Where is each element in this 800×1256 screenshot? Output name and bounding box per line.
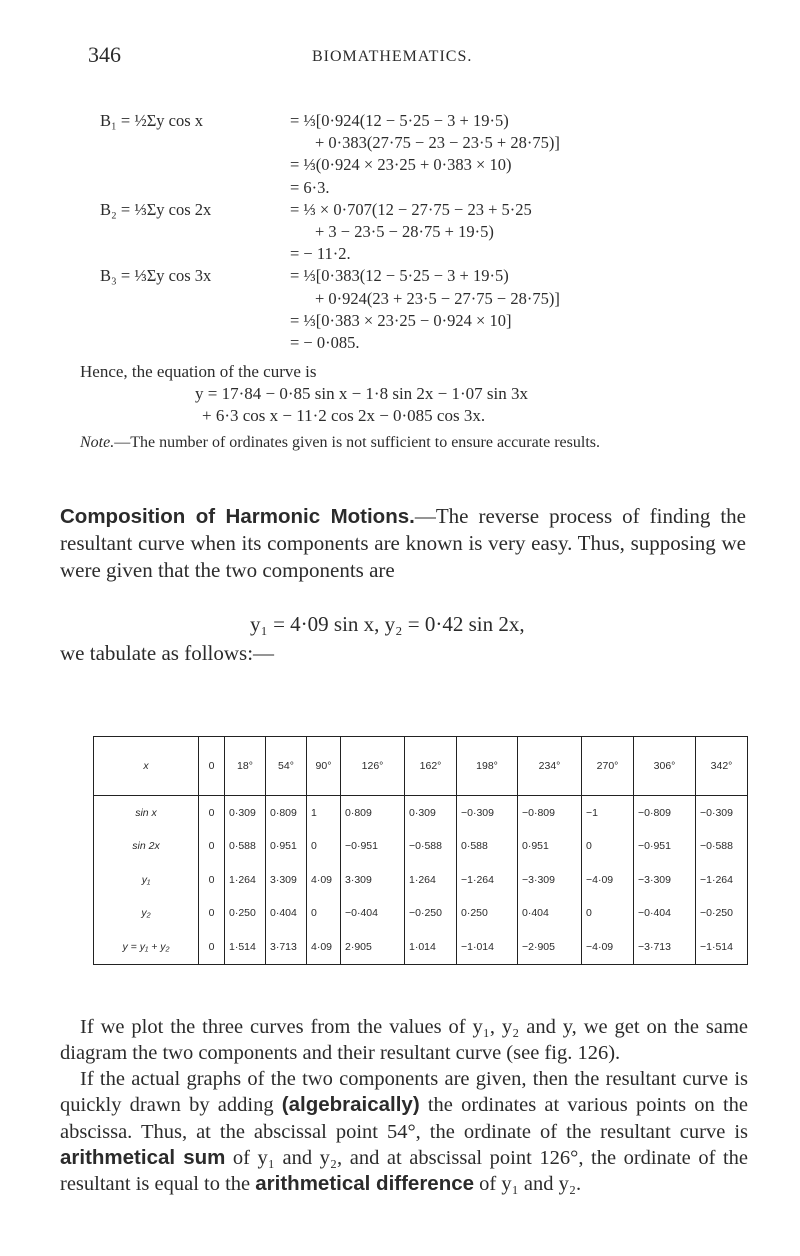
table-cell: −0·588 [696, 830, 748, 864]
equation-rhs: = ⅓(0·924 × 23·25 + 0·383 × 10) [290, 155, 512, 175]
table-cell: −0·309 [457, 796, 518, 830]
section-paragraph [60, 503, 746, 584]
table-header-cell: 198° [457, 737, 518, 796]
table-cell: 3·713 [266, 930, 307, 964]
graphs-text-2: the ordinates at various points on the abscissa. Thus, at the abscissal point 54°, the ordinate of the resultant curve is [60, 1094, 749, 1143]
table-cell: 4·09 [307, 930, 341, 964]
equation-row [100, 154, 740, 176]
table-row [94, 863, 748, 897]
graphs-emphasis-arithmetical-difference: arithmetical difference [255, 1172, 475, 1196]
note-paragraph [60, 432, 745, 453]
table-cell: 0·404 [518, 897, 582, 931]
table-header-x: x [94, 737, 199, 796]
table-cell: 0·951 [266, 830, 307, 864]
graphs-text-1: If the actual graphs of the two components are given, then the resultant curve is quickly drawn by adding [60, 1068, 748, 1117]
table-row [94, 830, 748, 864]
graphs-paragraph [60, 1066, 748, 1197]
table-cell: 0 [199, 830, 225, 864]
table-cell: −1·014 [457, 930, 518, 964]
table-cell: −0·809 [634, 796, 696, 830]
equation-rhs: + 0·924(23 + 23·5 − 27·75 − 28·75)] [315, 288, 560, 308]
table-cell: −0·404 [341, 897, 405, 931]
curve-equation-line2: + 6·3 cos x − 11·2 cos 2x − 0·085 cos 3x. [202, 406, 486, 425]
table-cell: 0 [199, 930, 225, 964]
equation-row [100, 265, 740, 287]
table-cell: 3·309 [266, 863, 307, 897]
equation-row [100, 310, 740, 332]
equation-rhs: + 3 − 23·5 − 28·75 + 19·5) [315, 221, 494, 241]
table-header-cell: 126° [341, 737, 405, 796]
equation-row [100, 199, 740, 221]
table-cell: 3·309 [341, 863, 405, 897]
equation-rhs: + 0·383(27·75 − 23 − 23·5 + 28·75)] [315, 133, 560, 153]
equation-rhs: = − 11·2. [290, 244, 351, 264]
table-cell: 0 [199, 897, 225, 931]
table-cell: 0·250 [225, 897, 266, 931]
table-cell: 0·404 [266, 897, 307, 931]
table-cell: −0·951 [634, 830, 696, 864]
equation-row [100, 243, 740, 265]
table-cell: −1 [582, 796, 634, 830]
table-cell: 1·264 [405, 863, 457, 897]
table-cell: 0·588 [225, 830, 266, 864]
equation-lhs: B₃ = ⅓Σy cos 3x [100, 266, 212, 286]
tabulate-text: we tabulate as follows:— [60, 641, 275, 665]
table-header-cell: 18° [225, 737, 266, 796]
section-heading: Composition of Harmonic Motions. [60, 505, 415, 528]
table-cell: −1·264 [696, 863, 748, 897]
table-row-label: y₂ [94, 897, 199, 931]
table-cell: −0·250 [405, 897, 457, 931]
table-cell: 0 [307, 830, 341, 864]
table-cell: 0 [582, 897, 634, 931]
graphs-emphasis-arithmetical-sum: arithmetical sum [60, 1145, 226, 1169]
table-cell: −0·309 [696, 796, 748, 830]
equation-lhs: B₂ = ⅓Σy cos 2x [100, 199, 212, 219]
graphs-emphasis-algebraically: (algebraically) [281, 1093, 420, 1117]
table-cell: 0·951 [518, 830, 582, 864]
table-cell: −3·713 [634, 930, 696, 964]
table-header-cell: 234° [518, 737, 582, 796]
table-row [94, 930, 748, 964]
table-cell: 0·309 [405, 796, 457, 830]
table-cell: 2·905 [341, 930, 405, 964]
table-header-cell: 54° [266, 737, 307, 796]
section-text: —The reverse process of finding the resultant curve when its components are known is very easy. Thus, supposing we were given that the two components are [60, 504, 746, 582]
table-row [94, 796, 748, 830]
note-label: Note. [80, 434, 115, 451]
equation-row [100, 288, 740, 310]
table-cell: 0 [582, 830, 634, 864]
equation-rhs: = ⅓ × 0·707(12 − 27·75 − 23 + 5·25 [290, 199, 532, 219]
table-cell: 1·514 [225, 930, 266, 964]
table-cell: −3·309 [634, 863, 696, 897]
graphs-text-4: of y₁ and y₂. [474, 1173, 582, 1196]
table-cell: 1·014 [405, 930, 457, 964]
hence-text: Hence, the equation of the curve is [80, 362, 317, 381]
table-header-cell: 0 [199, 737, 225, 796]
equation-rhs: = ⅓[0·924(12 − 5·25 − 3 + 19·5) [290, 111, 509, 130]
equation-rhs: = ⅓[0·383 × 23·25 − 0·924 × 10] [290, 310, 512, 330]
table-cell: 0 [199, 796, 225, 830]
table-cell: 0·250 [457, 897, 518, 931]
table-row-label: sin 2x [94, 830, 199, 864]
table-header-row [94, 737, 748, 796]
table-cell: 1·264 [225, 863, 266, 897]
table-cell: −0·404 [634, 897, 696, 931]
table-header-cell: 270° [582, 737, 634, 796]
plot-paragraph: If we plot the three curves from the values of y₁, y₂ and y, we get on the same diagram the two components and their resultant curve (see fig. 126). [60, 1016, 748, 1065]
table-cell: −0·250 [696, 897, 748, 931]
curve-equation-line1: y = 17·84 − 0·85 sin x − 1·8 sin 2x − 1·07 sin 3x [195, 384, 529, 403]
fourier-coefficient-equations [100, 110, 740, 354]
table-cell: 4·09 [307, 863, 341, 897]
table-header-cell: 90° [307, 737, 341, 796]
table-cell: −0·588 [405, 830, 457, 864]
page-number: 346 [88, 42, 121, 67]
composition-table [93, 736, 748, 965]
table-cell: −0·951 [341, 830, 405, 864]
equation-row [100, 221, 740, 243]
table-row-label: sin x [94, 796, 199, 830]
table-cell: 1 [307, 796, 341, 830]
equation-rhs: = 6·3. [290, 177, 330, 197]
table-header-cell: 342° [696, 737, 748, 796]
table-row-label: y = y₁ + y₂ [94, 930, 199, 964]
equation-row [100, 132, 740, 154]
table-cell: −3·309 [518, 863, 582, 897]
table-cell: −0·809 [518, 796, 582, 830]
table-header-cell: 306° [634, 737, 696, 796]
equation-row [100, 177, 740, 199]
table-cell: −4·09 [582, 863, 634, 897]
graphs-text-3: of y₁ and y₂, and at abscissal point 126°, the ordinate of the resultant is equal to the [60, 1146, 749, 1196]
components-equation: y₁ = 4·09 sin x, y₂ = 0·42 sin 2x, [250, 612, 525, 636]
equation-rhs: = − 0·085. [290, 332, 360, 352]
table-cell: 0·809 [266, 796, 307, 830]
table-cell: 0·809 [341, 796, 405, 830]
table-cell: −1·264 [457, 863, 518, 897]
table-cell: 0 [307, 897, 341, 931]
table-cell: −4·09 [582, 930, 634, 964]
table-cell: 0 [199, 863, 225, 897]
equation-row [100, 110, 740, 132]
table-cell: 0·309 [225, 796, 266, 830]
table-row-label: y₁ [94, 863, 199, 897]
note-text: —The number of ordinates given is not sufficient to ensure accurate results. [114, 434, 600, 451]
table-header-cell: 162° [405, 737, 457, 796]
equation-row [100, 332, 740, 354]
table-cell: 0·588 [457, 830, 518, 864]
running-title: BIOMATHEMATICS. [312, 48, 473, 65]
equation-rhs: = ⅓[0·383(12 − 5·25 − 3 + 19·5) [290, 266, 509, 286]
table-row [94, 897, 748, 931]
equation-lhs: B₁ = ½Σy cos x [100, 111, 204, 130]
table-cell: −1·514 [696, 930, 748, 964]
table-cell: −2·905 [518, 930, 582, 964]
